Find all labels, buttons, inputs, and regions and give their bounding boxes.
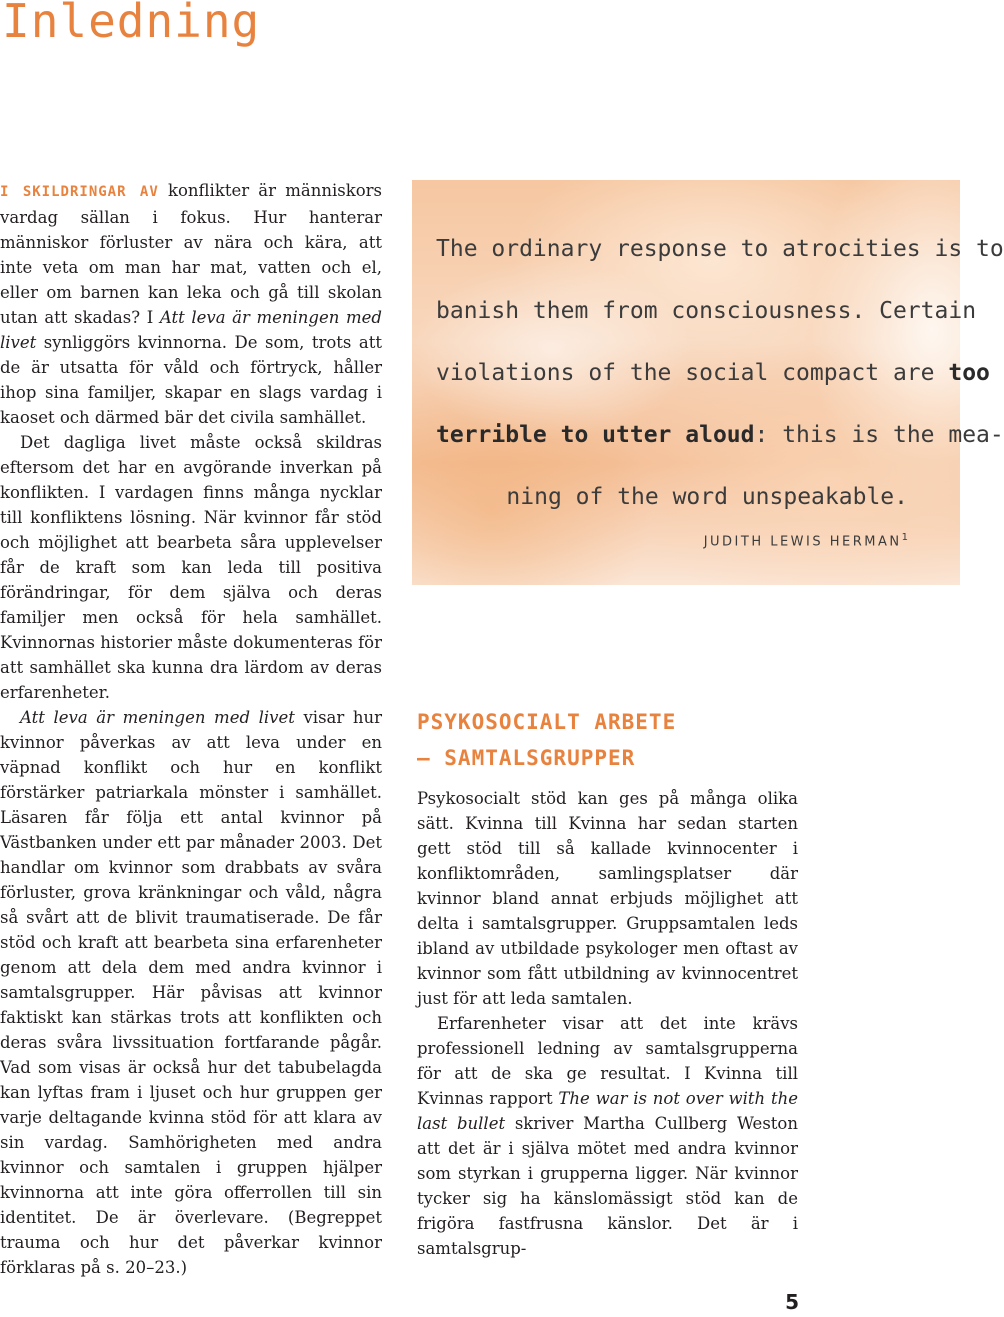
quote-line-5: ning of the word unspeakable. bbox=[506, 484, 908, 510]
quote-line-3: violations of the social compact are too bbox=[436, 360, 990, 386]
page-title: Inledning bbox=[2, 0, 261, 48]
section-heading bbox=[417, 704, 798, 776]
right-column bbox=[417, 704, 798, 1261]
body-paragraph-2: Det dagliga livet måste också skildras eftersom det har en avgörande inverkan på konflikten. I vardagen finns många nycklar till konfliktens lösning. När kvinnor får stöd och möjlighet att bearbeta såra upplevelser får de kraft som kan leda till positiva förändringar, för dem själva och deras familjer men också för hela samhället. Kvinnornas historier måste dokumenteras för att samhället ska kunna dra lärdom av deras erfarenheter. bbox=[0, 433, 382, 702]
section-paragraph-2: Erfarenheter visar att det inte krävs professionell ledning av samtalsgrupperna för att de ska ge resultat. I Kvinna till Kvinnas rapport The war is not over with the last bullet skriver Martha Cullberg Weston att det är i själva mötet med andra kvinnor som styrkan i grupperna ligger. När kvinnor tycker sig ha känslomässigt stöd kan de frigöra fastfrusna känslor. Det är i samtalsgrup- bbox=[417, 1014, 798, 1258]
intro-text-a: konflikter är människors vardag sällan i fokus. Hur hanterar människor förluster av nära och kära, att inte veta om man har mat, vatten och el, eller om barnen kan leka och gå till skolan utan att skadas? I bbox=[0, 181, 382, 327]
pull-quote-panel bbox=[412, 180, 1004, 585]
quote-line-4: terrible to utter aloud: this is the mea- bbox=[436, 422, 1004, 448]
page-number: 5 bbox=[785, 1290, 799, 1314]
quote-line-2: banish them from consciousness. Certain bbox=[436, 298, 977, 324]
intro-paragraph bbox=[0, 178, 382, 430]
left-column bbox=[0, 178, 382, 1280]
section-heading-line-1: PSYKOSOCIALT ARBETE bbox=[417, 710, 677, 734]
book-title: Att leva är meningen med livet bbox=[20, 708, 295, 727]
pull-quote bbox=[436, 218, 1004, 528]
intro-text-b: synliggörs kvinnorna. De som, trots att de är utsatta för våld och förtryck, håller ihop sina familjer, skapar en slags vardag i kaoset och därmed bär det civila samhället. bbox=[0, 333, 382, 427]
section-paragraph-1: Psykosocialt stöd kan ges på många olika sätt. Kvinna till Kvinna har sedan starten gett stöd till så kallade kvinnocenter i konfliktområden, samlingsplatser där kvinnor bland annat erbjuds möjlighet att delta i samtalsgrupper. Gruppsamtalen leds ibland av utbildade psykologer men oftast av kvinnor som fått utbildning av kvinnocentret just för att leda samtalen. bbox=[417, 789, 798, 1008]
section-heading-line-2: – SAMTALSGRUPPER bbox=[417, 746, 636, 770]
lead-caps: I SKILDRINGAR AV bbox=[0, 184, 159, 200]
quote-attribution: JUDITH LEWIS HERMAN$^1$ bbox=[703, 532, 908, 550]
quote-emphasis: terrible to utter aloud bbox=[436, 422, 755, 448]
quote-emphasis: too bbox=[948, 360, 990, 386]
book-title: Att leva är meningen med livet bbox=[0, 308, 382, 352]
body-paragraph-3 bbox=[0, 705, 382, 1280]
report-title: The war is not over with the last bullet bbox=[417, 1089, 798, 1133]
footnote-marker: 1 bbox=[901, 532, 908, 543]
quote-line-1: The ordinary response to atrocities is to bbox=[436, 236, 1004, 262]
body-paragraph-3-text: visar hur kvinnor påverkas av att leva under en väpnad konflikt och hur en konflikt förstärker patriarkala mönster i samhället. Läsaren får följa ett antal kvinnor på Västbanken under ett par månader 2003. Det handlar om kvinnor som drabbats av svåra förluster, grova kränkningar och våld, några så svårt att de blivit traumatiserade. De får stöd och kraft att bearbeta sina erfarenheter genom att dela dem med andra kvinnor i samtalsgrupper. Här påvisas att kvinnor faktiskt kan stärkas trots att konflikten och deras svåra livssituation fortfarande pågår. Vad som visas är också hur det tabubelagda kan lyftas fram i ljuset och hur gruppen ger varje deltagande kvinna stöd för att klara av sin vardag. Samhörigheten med andra kvinnor och samtalen i gruppen hjälper kvinnorna att inte göra offerrollen till sin identitet. De är överlevare. (Begreppet trauma och hur det påverkar kvinnor förklaras på s. 20–23.) bbox=[0, 708, 382, 1277]
